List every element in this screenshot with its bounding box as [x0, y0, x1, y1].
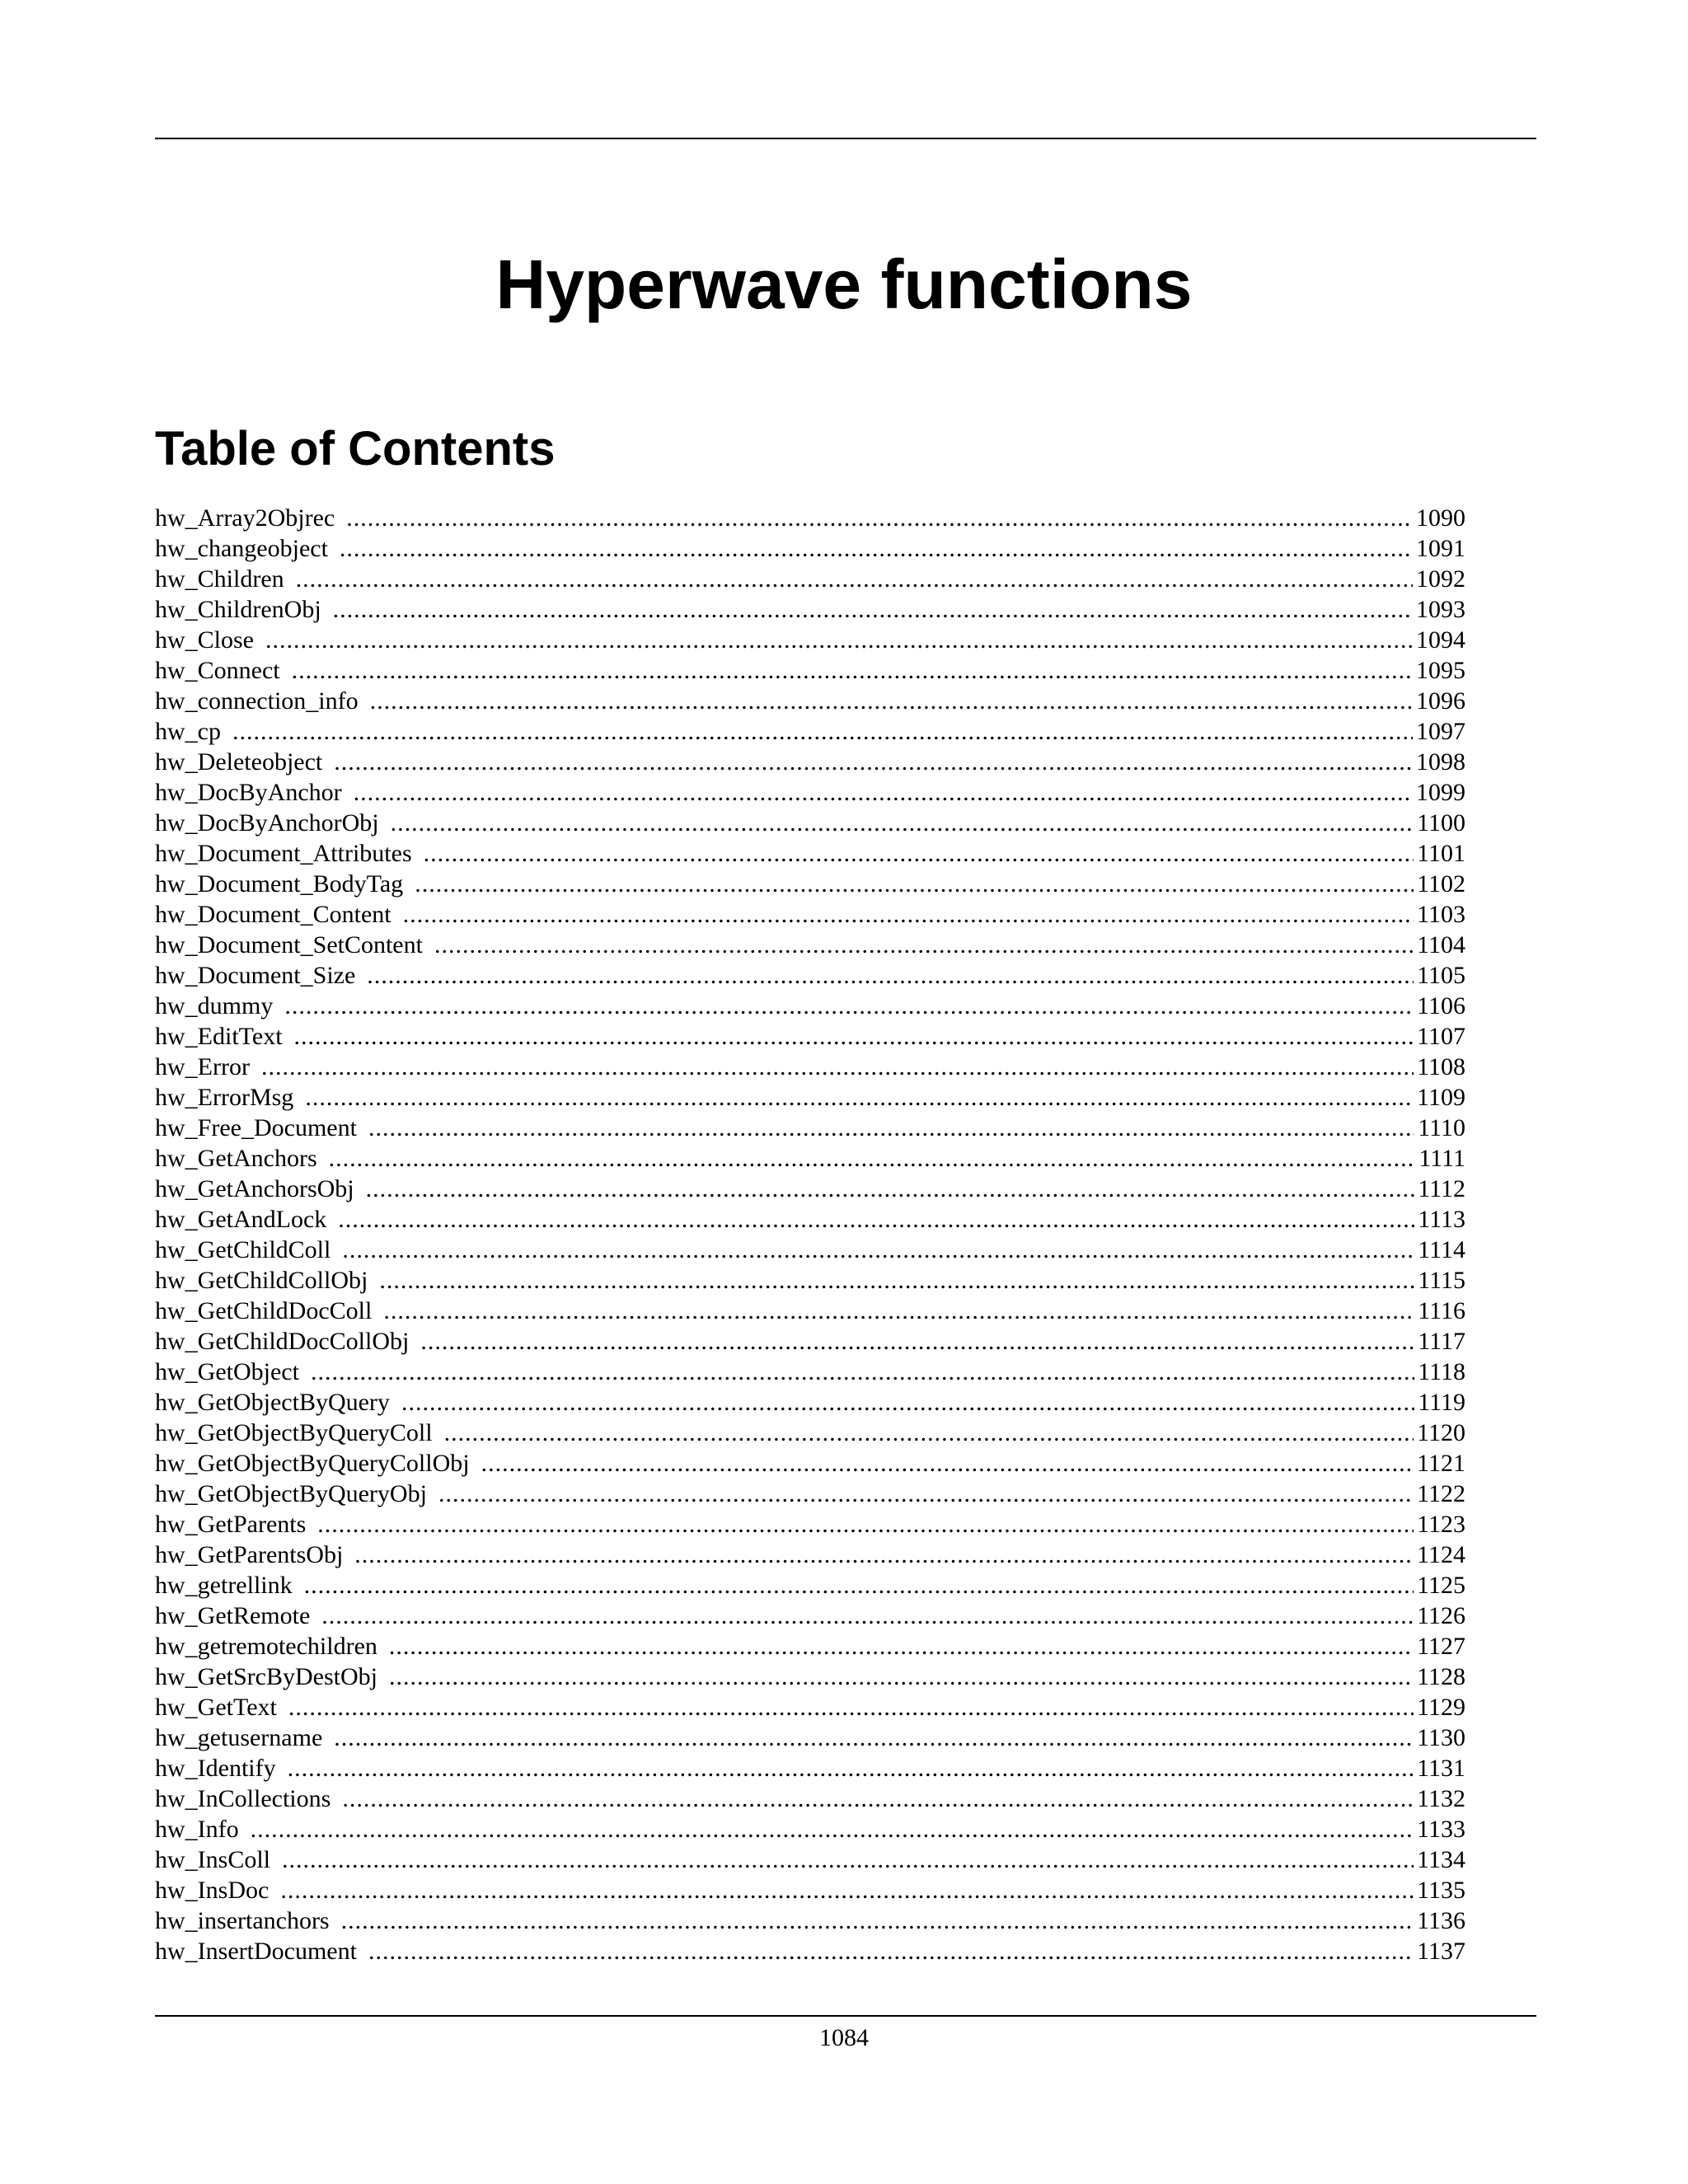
toc-entry-page[interactable]: 1092	[1416, 565, 1465, 593]
dot-leader	[444, 1418, 1414, 1448]
toc-entry[interactable]	[155, 1753, 1465, 1783]
toc-entry-name[interactable]: hw_GetObjectByQueryObj	[155, 1480, 427, 1507]
dot-leader	[265, 625, 1413, 655]
toc-list	[155, 503, 1465, 1966]
toc-entry-page[interactable]: 1127	[1417, 1633, 1465, 1660]
toc-entry-page[interactable]: 1090	[1416, 504, 1465, 532]
toc-entry[interactable]	[155, 1296, 1465, 1326]
toc-entry[interactable]	[155, 1235, 1465, 1265]
footer-rule	[155, 2015, 1536, 2017]
toc-entry-name[interactable]: hw_GetAnchorsObj	[155, 1175, 354, 1202]
toc-entry-name[interactable]: hw_Connect	[155, 657, 280, 684]
toc-entry[interactable]	[155, 960, 1465, 991]
toc-entry-page[interactable]: 1129	[1417, 1694, 1465, 1721]
toc-entry[interactable]	[155, 655, 1465, 686]
toc-entry-name[interactable]: hw_GetObjectByQueryColl	[155, 1419, 433, 1446]
dot-leader	[288, 1753, 1414, 1783]
toc-entry-page[interactable]: 1094	[1416, 626, 1465, 654]
toc-entry-name[interactable]: hw_getrellink	[155, 1572, 293, 1599]
toc-entry-page[interactable]: 1097	[1416, 718, 1465, 745]
toc-entry-name[interactable]: hw_Document_Size	[155, 962, 356, 989]
dot-leader	[383, 1296, 1414, 1326]
toc-entry[interactable]	[155, 533, 1465, 564]
toc-entry-name[interactable]: hw_Document_SetContent	[155, 931, 423, 958]
toc-entry[interactable]	[155, 1448, 1465, 1479]
toc-entry[interactable]	[155, 1265, 1465, 1296]
toc-entry-page[interactable]: 1122	[1417, 1480, 1465, 1507]
toc-entry[interactable]	[155, 686, 1465, 716]
toc-entry-page[interactable]: 1099	[1416, 779, 1465, 806]
toc-entry-name[interactable]: hw_Document_Content	[155, 901, 392, 928]
toc-entry-page[interactable]: 1101	[1417, 840, 1465, 867]
toc-entry-page[interactable]: 1109	[1417, 1084, 1465, 1111]
toc-entry-name[interactable]: hw_Free_Document	[155, 1114, 357, 1141]
toc-entry[interactable]	[155, 777, 1465, 808]
dot-leader	[370, 686, 1413, 716]
toc-entry-page[interactable]: 1110	[1418, 1114, 1465, 1141]
toc-entry-page[interactable]: 1135	[1417, 1877, 1465, 1904]
page-number: 1084	[819, 2024, 869, 2051]
dot-leader	[389, 1661, 1414, 1692]
dot-leader	[434, 930, 1414, 960]
toc-entry[interactable]	[155, 716, 1465, 747]
dot-leader	[420, 1326, 1414, 1357]
toc-entry-page[interactable]: 1126	[1417, 1602, 1465, 1629]
toc-entry-name[interactable]: hw_Children	[155, 565, 284, 593]
dot-leader	[280, 1875, 1414, 1905]
toc-entry[interactable]	[155, 838, 1465, 869]
toc-entry[interactable]	[155, 1601, 1465, 1631]
toc-entry-name[interactable]: hw_EditText	[155, 1023, 283, 1050]
toc-entry-name[interactable]: hw_dummy	[155, 992, 274, 1019]
toc-entry[interactable]	[155, 594, 1465, 625]
toc-entry-page[interactable]: 1118	[1418, 1358, 1465, 1385]
toc-entry-page[interactable]: 1106	[1417, 992, 1465, 1019]
dot-leader	[311, 1357, 1414, 1387]
toc-entry[interactable]	[155, 625, 1465, 655]
toc-entry[interactable]	[155, 1418, 1465, 1448]
toc-entry[interactable]	[155, 1357, 1465, 1387]
toc-entry-name[interactable]: hw_connection_info	[155, 687, 359, 715]
toc-entry[interactable]	[155, 1844, 1465, 1875]
toc-entry-page[interactable]: 1113	[1418, 1206, 1465, 1233]
toc-entry-name[interactable]: hw_Info	[155, 1816, 239, 1843]
toc-entry-page[interactable]: 1124	[1417, 1541, 1465, 1568]
toc-entry-name[interactable]: hw_DocByAnchor	[155, 779, 342, 806]
toc-entry-name[interactable]: hw_Deleteobject	[155, 748, 323, 776]
toc-entry-page[interactable]: 1100	[1417, 809, 1465, 837]
toc-entry[interactable]	[155, 899, 1465, 930]
toc-entry-page[interactable]: 1104	[1417, 931, 1465, 958]
toc-entry-name[interactable]: hw_GetText	[155, 1694, 277, 1721]
toc-entry-name[interactable]: hw_GetAndLock	[155, 1206, 327, 1233]
dot-leader	[296, 564, 1413, 594]
toc-entry[interactable]	[155, 1052, 1465, 1082]
toc-entry-name[interactable]: hw_InsertDocument	[155, 1938, 357, 1965]
toc-entry-name[interactable]: hw_GetAnchors	[155, 1145, 317, 1172]
toc-entry-page[interactable]: 1095	[1416, 657, 1465, 684]
toc-entry[interactable]	[155, 1783, 1465, 1814]
toc-entry-name[interactable]: hw_InsColl	[155, 1846, 271, 1873]
toc-entry-page[interactable]: 1116	[1418, 1297, 1465, 1324]
dot-leader	[334, 1722, 1414, 1753]
dot-leader	[284, 991, 1414, 1021]
toc-entry[interactable]	[155, 1479, 1465, 1509]
dot-leader	[282, 1844, 1414, 1875]
toc-entry[interactable]	[155, 1722, 1465, 1753]
dot-leader	[341, 1905, 1414, 1936]
dot-leader	[251, 1814, 1414, 1844]
toc-entry-name[interactable]: hw_GetObjectByQuery	[155, 1389, 390, 1416]
toc-entry-page[interactable]: 1125	[1417, 1572, 1465, 1599]
toc-entry[interactable]	[155, 1661, 1465, 1692]
toc-entry-name[interactable]: hw_GetChildCollObj	[155, 1267, 368, 1294]
toc-entry[interactable]	[155, 1143, 1465, 1174]
toc-entry[interactable]	[155, 747, 1465, 777]
dot-leader	[342, 1235, 1414, 1265]
dot-leader	[333, 594, 1413, 625]
toc-entry-page[interactable]: 1114	[1418, 1236, 1465, 1263]
dot-leader	[403, 899, 1414, 930]
toc-entry[interactable]	[155, 869, 1465, 899]
toc-entry-page[interactable]: 1102	[1417, 870, 1465, 898]
toc-entry[interactable]	[155, 930, 1465, 960]
toc-entry-page[interactable]: 1098	[1416, 748, 1465, 776]
toc-entry-page[interactable]: 1134	[1417, 1846, 1465, 1873]
toc-entry-name[interactable]: hw_GetParentsObj	[155, 1541, 344, 1568]
toc-entry[interactable]	[155, 1204, 1465, 1235]
toc-entry[interactable]	[155, 1692, 1465, 1722]
toc-entry-page[interactable]: 1105	[1417, 962, 1465, 989]
toc-entry-name[interactable]: hw_Document_Attributes	[155, 840, 412, 867]
dot-leader	[481, 1448, 1414, 1479]
dot-leader	[389, 1631, 1414, 1661]
dot-leader	[354, 1540, 1414, 1570]
dot-leader	[294, 1021, 1414, 1052]
chapter-title: Hyperwave functions	[495, 246, 1193, 323]
toc-entry[interactable]	[155, 1570, 1465, 1601]
toc-entry-page[interactable]: 1107	[1417, 1023, 1465, 1050]
dot-leader	[342, 1783, 1414, 1814]
toc-entry-name[interactable]: hw_GetObject	[155, 1358, 299, 1385]
toc-entry[interactable]	[155, 1936, 1465, 1966]
dot-leader	[438, 1479, 1414, 1509]
toc-entry[interactable]	[155, 1875, 1465, 1905]
toc-entry-page[interactable]: 1136	[1417, 1907, 1465, 1934]
toc-entry-name[interactable]: hw_insertanchors	[155, 1907, 330, 1934]
toc-entry-page[interactable]: 1130	[1417, 1724, 1465, 1751]
toc-entry-page[interactable]: 1119	[1418, 1389, 1465, 1416]
dot-leader	[292, 655, 1413, 686]
dot-leader	[288, 1692, 1414, 1722]
toc-entry-page[interactable]: 1096	[1416, 687, 1465, 715]
toc-entry-page[interactable]: 1133	[1417, 1816, 1465, 1843]
toc-entry-name[interactable]: hw_DocByAnchorObj	[155, 809, 379, 837]
toc-entry[interactable]	[155, 991, 1465, 1021]
toc-entry-page[interactable]: 1108	[1417, 1053, 1465, 1080]
toc-entry-name[interactable]: hw_Array2Objrec	[155, 504, 335, 532]
header-rule	[155, 138, 1536, 139]
toc-entry-name[interactable]: hw_GetObjectByQueryCollObj	[155, 1450, 470, 1477]
toc-entry-page[interactable]: 1128	[1417, 1663, 1465, 1690]
toc-entry[interactable]	[155, 1509, 1465, 1540]
toc-entry-name[interactable]: hw_ChildrenObj	[155, 596, 321, 623]
dot-leader	[368, 1936, 1414, 1966]
toc-entry-name[interactable]: hw_GetChildColl	[155, 1236, 331, 1263]
toc-entry[interactable]	[155, 1021, 1465, 1052]
toc-entry-page[interactable]: 1131	[1417, 1755, 1465, 1782]
toc-entry[interactable]	[155, 1905, 1465, 1936]
toc-entry-page[interactable]: 1091	[1416, 535, 1465, 562]
dot-leader	[415, 869, 1414, 899]
dot-leader	[367, 960, 1414, 991]
toc-entry[interactable]	[155, 1174, 1465, 1204]
toc-entry[interactable]	[155, 1814, 1465, 1844]
dot-leader	[338, 1204, 1414, 1235]
dot-leader	[329, 1143, 1416, 1174]
dot-leader	[401, 1387, 1414, 1418]
toc-entry-name[interactable]: hw_getusername	[155, 1724, 323, 1751]
toc-entry-page[interactable]: 1123	[1417, 1511, 1465, 1538]
toc-entry-name[interactable]: hw_GetSrcByDestObj	[155, 1663, 377, 1690]
toc-entry-name[interactable]: hw_Close	[155, 626, 254, 654]
toc-entry-page[interactable]: 1120	[1417, 1419, 1465, 1446]
toc-entry-page[interactable]: 1132	[1417, 1785, 1465, 1812]
toc-entry-name[interactable]: hw_InsDoc	[155, 1877, 270, 1904]
toc-entry[interactable]	[155, 1113, 1465, 1143]
toc-entry-page[interactable]: 1117	[1418, 1328, 1465, 1355]
toc-entry-name[interactable]: hw_Identify	[155, 1755, 276, 1782]
toc-heading: Table of Contents	[155, 422, 556, 476]
toc-entry-page[interactable]: 1112	[1418, 1175, 1465, 1202]
toc-entry-name[interactable]: hw_Document_BodyTag	[155, 870, 404, 898]
toc-entry-name[interactable]: hw_cp	[155, 718, 221, 745]
toc-entry[interactable]	[155, 808, 1465, 838]
dot-leader	[305, 1082, 1414, 1113]
toc-entry-name[interactable]: hw_changeobject	[155, 535, 328, 562]
dot-leader	[346, 503, 1413, 533]
dot-leader	[354, 777, 1413, 808]
toc-entry-name[interactable]: hw_GetChildDocCollObj	[155, 1328, 410, 1355]
toc-entry-name[interactable]: hw_Error	[155, 1053, 250, 1080]
dot-leader	[340, 533, 1413, 564]
toc-entry[interactable]	[155, 1326, 1465, 1357]
toc-entry-name[interactable]: hw_GetChildDocColl	[155, 1297, 373, 1324]
dot-leader	[261, 1052, 1414, 1082]
toc-entry-page[interactable]: 1093	[1416, 596, 1465, 623]
toc-entry[interactable]	[155, 503, 1465, 533]
dot-leader	[391, 808, 1414, 838]
toc-entry-name[interactable]: hw_GetRemote	[155, 1602, 311, 1629]
toc-entry-page[interactable]: 1121	[1417, 1450, 1465, 1477]
toc-entry-name[interactable]: hw_ErrorMsg	[155, 1084, 294, 1111]
dot-leader	[232, 716, 1413, 747]
dot-leader	[321, 1601, 1414, 1631]
toc-entry[interactable]	[155, 1540, 1465, 1570]
toc-entry[interactable]	[155, 1082, 1465, 1113]
toc-entry-page[interactable]: 1137	[1417, 1938, 1465, 1965]
dot-leader	[366, 1174, 1415, 1204]
dot-leader	[334, 747, 1413, 777]
toc-entry-page[interactable]: 1115	[1418, 1267, 1465, 1294]
toc-entry[interactable]	[155, 1631, 1465, 1661]
dot-leader	[424, 838, 1414, 869]
toc-entry-name[interactable]: hw_getremotechildren	[155, 1633, 377, 1660]
dot-leader	[368, 1113, 1414, 1143]
toc-entry-name[interactable]: hw_InCollections	[155, 1785, 331, 1812]
toc-entry-name[interactable]: hw_GetParents	[155, 1511, 307, 1538]
dot-leader	[379, 1265, 1414, 1296]
toc-entry[interactable]	[155, 564, 1465, 594]
dot-leader	[317, 1509, 1414, 1540]
toc-entry-page[interactable]: 1103	[1417, 901, 1465, 928]
dot-leader	[304, 1570, 1414, 1601]
toc-entry-page[interactable]: 1111	[1418, 1145, 1465, 1172]
toc-entry[interactable]	[155, 1387, 1465, 1418]
